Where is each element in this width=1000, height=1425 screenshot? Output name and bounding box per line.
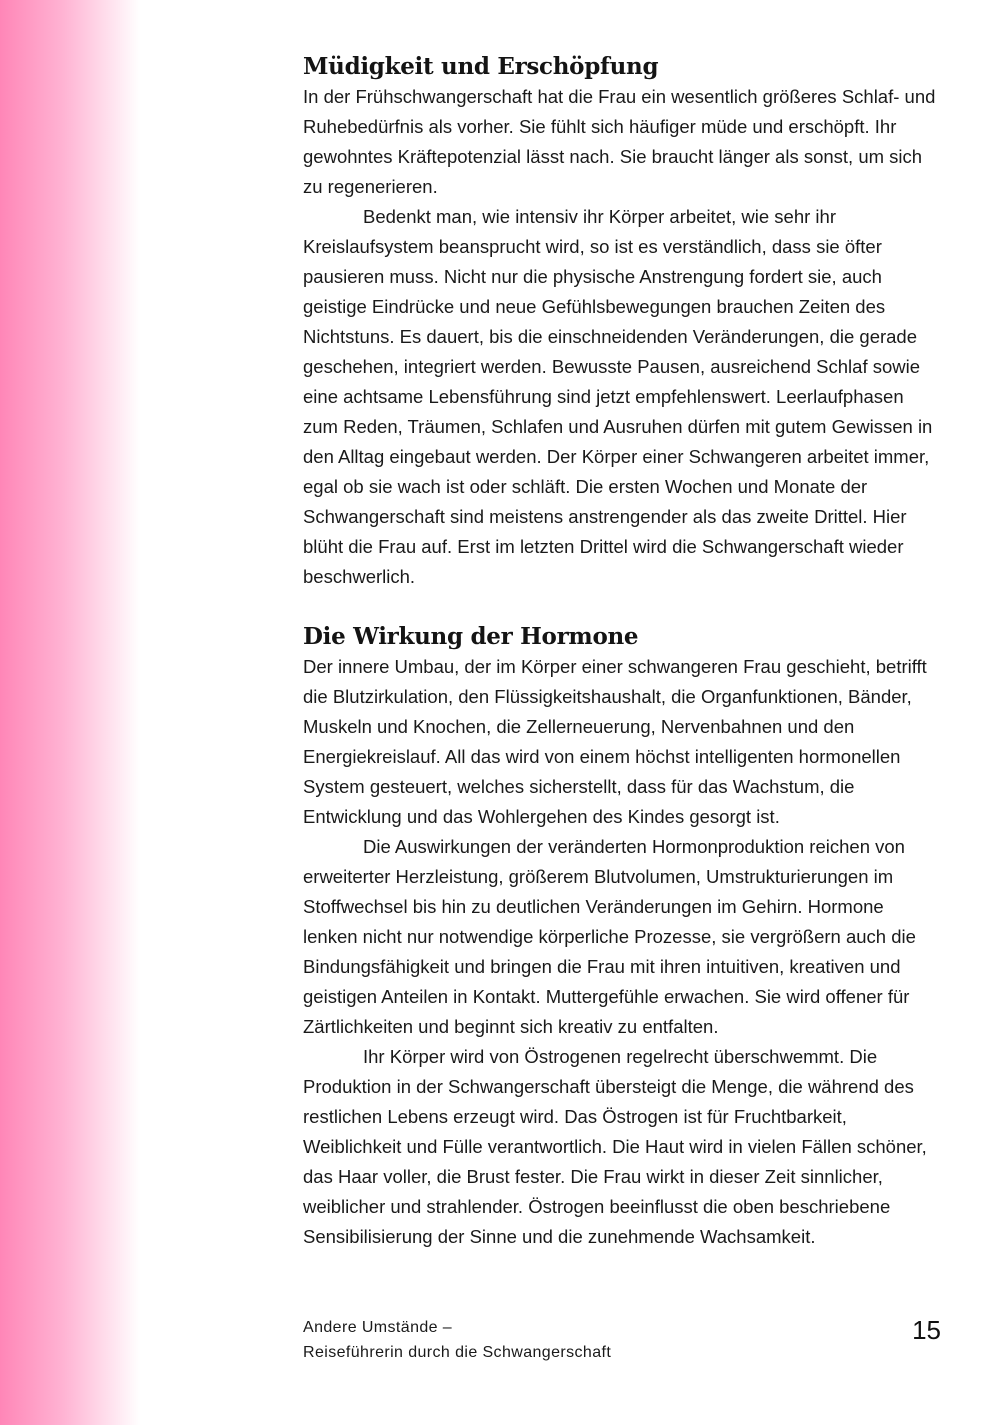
section-heading: Müdigkeit und Erschöpfung bbox=[303, 53, 659, 80]
paragraph: Bedenkt man, wie intensiv ihr Körper arbeitet, wie sehr ihr Kreislaufsystem beansprucht wird, so ist es verständlich, dass sie öfter pausieren muss. Nicht nur die physische Anstrengung fordert sie, auch geistige Eindrücke und neue Gefühlsbewegungen brauchen Zeiten des Nichtstuns. Es dauert, bis die einschneidenden Veränderungen, die gerade geschehen, integriert werden. Bewusste Pausen, ausreichend Schlaf sowie eine achtsame Lebensführung sind jetzt empfehlenswert. Leerlaufphasen zum Reden, Träumen, Schlafen und Ausruhen dürfen mit gutem Gewissen in den Alltag eingebaut werden. Der Körper einer Schwangeren arbeitet immer, egal ob sie wach ist oder schläft. Die ersten Wochen und Monate der Schwangerschaft sind meistens anstrengender als das zweite Drittel. Hier blüht die Frau auf. Erst im letzten Drittel wird die Schwangerschaft wieder beschwerlich. bbox=[303, 206, 933, 587]
paragraph: Ihr Körper wird von Östrogenen regelrecht überschwemmt. Die Produktion in der Schwangerschaft übersteigt die Menge, die während des restlichen Lebens erzeugt wird. Das Östrogen ist für Fruchtbarkeit, Weiblichkeit und Fülle verantwortlich. Die Haut wird in vielen Fällen schöner, das Haar voller, die Brust fester. Die Frau wirkt in dieser Zeit sinnlicher, weiblicher und strahlender. Östrogen beeinflusst die oben beschriebene Sensibilisierung der Sinne und die zunehmende Wachsamkeit. bbox=[303, 1046, 927, 1247]
section-muedigkeit bbox=[303, 52, 943, 592]
page-content bbox=[303, 52, 943, 1282]
paragraph: In der Frühschwangerschaft hat die Frau ein wesentlich größeres Schlaf- und Ruhebedürfnis als vorher. Sie fühlt sich häufiger müde und erschöpft. Ihr gewohntes Kräftepotenzial lässt nach. Sie braucht länger als sonst, um sich zu regenerieren. bbox=[303, 86, 936, 197]
paragraph: Der innere Umbau, der im Körper einer schwangeren Frau geschieht, betrifft die Blutzirkulation, den Flüssigkeitshaushalt, die Organfunktionen, Bänder, Muskeln und Knochen, die Zellerneuerung, Nervenbahnen und den Energiekreislauf. All das wird von einem höchst intelligenten hormonellen System gesteuert, welches sicherstellt, dass für das Wachstum, die Entwicklung und das Wohlergehen des Kindes gesorgt ist. bbox=[303, 656, 927, 827]
section-heading: Die Wirkung der Hormone bbox=[303, 623, 639, 650]
side-decoration-gradient bbox=[0, 0, 140, 1425]
page-number: 15 bbox=[912, 1315, 941, 1345]
paragraph: Die Auswirkungen der veränderten Hormonproduktion reichen von erweiterter Herzleistung, größerem Blutvolumen, Umstrukturierungen im Stoffwechsel bis hin zu deutlichen Veränderungen im Gehirn. Hormone lenken nicht nur notwendige körperliche Prozesse, sie vergrößern auch die Bindungsfähigkeit und bringen die Frau mit ihren intuitiven, kreativen und geistigen Anteilen in Kontakt. Muttergefühle erwachen. Sie wird offener für Zärtlichkeiten und beginnt sich kreativ zu entfalten. bbox=[303, 836, 916, 1037]
book-title-line-2: Reiseführerin durch die Schwangerschaft bbox=[303, 1344, 612, 1361]
book-title bbox=[303, 1315, 943, 1365]
book-title-line-1: Andere Umstände – bbox=[303, 1319, 453, 1336]
page-footer bbox=[303, 1315, 943, 1365]
section-hormone bbox=[303, 622, 943, 1252]
